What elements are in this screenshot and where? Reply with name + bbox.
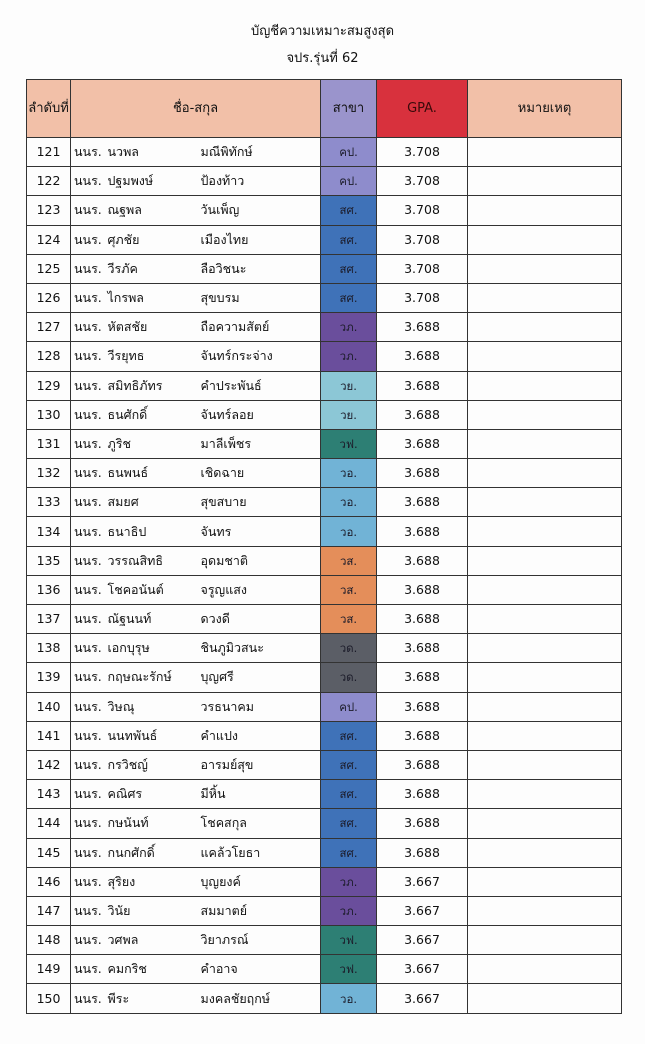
gpa-value: 3.688 [377,692,468,721]
gpa-value: 3.688 [377,634,468,663]
first-name: วีรยุทธ [106,342,199,371]
first-name: ภูริช [106,429,199,458]
table-row [27,867,622,896]
branch-cell: วภ. [321,896,377,925]
row-number: 124 [27,225,71,254]
gpa-value: 3.708 [377,196,468,225]
remark-cell [468,605,622,634]
remark-cell [468,488,622,517]
branch-cell: วย. [321,400,377,429]
remark-cell [468,429,622,458]
gpa-value: 3.667 [377,984,468,1013]
row-number: 136 [27,575,71,604]
branch-cell: วภ. [321,342,377,371]
branch-cell: วฟ. [321,429,377,458]
branch-cell: วอ. [321,984,377,1013]
branch-cell: วฟ. [321,926,377,955]
remark-cell [468,225,622,254]
table-row [27,313,622,342]
gpa-value: 3.688 [377,809,468,838]
rank-prefix: นนร. [71,692,106,721]
row-number: 126 [27,283,71,312]
remark-cell [468,663,622,692]
table-row [27,342,622,371]
row-number: 145 [27,838,71,867]
last-name: มาลีเพ็ชร [199,429,321,458]
rank-prefix: นนร. [71,167,106,196]
rank-prefix: นนร. [71,517,106,546]
last-name: มีหิ้น [199,780,321,809]
rank-prefix: นนร. [71,955,106,984]
row-number: 135 [27,546,71,575]
gpa-value: 3.688 [377,838,468,867]
last-name: จรูญแสง [199,575,321,604]
row-number: 132 [27,459,71,488]
row-number: 138 [27,634,71,663]
gpa-value: 3.688 [377,459,468,488]
first-name: สมิทธิภัทร [106,371,199,400]
row-number: 129 [27,371,71,400]
last-name: บุญยงค์ [199,867,321,896]
branch-cell: วส. [321,575,377,604]
remark-cell [468,809,622,838]
remark-cell [468,167,622,196]
table-row [27,517,622,546]
rank-prefix: นนร. [71,663,106,692]
row-number: 149 [27,955,71,984]
rank-prefix: นนร. [71,867,106,896]
first-name: โชคอนันต์ [106,575,199,604]
table-row [27,955,622,984]
rank-prefix: นนร. [71,429,106,458]
last-name: อารมย์สุข [199,750,321,779]
branch-cell: สศ. [321,225,377,254]
rank-prefix: นนร. [71,225,106,254]
last-name: วิยาภรณ์ [199,926,321,955]
gpa-value: 3.667 [377,955,468,984]
remark-cell [468,955,622,984]
last-name: สมมาตย์ [199,896,321,925]
remark-cell [468,984,622,1013]
last-name: จันทร์กระจ่าง [199,342,321,371]
remark-cell [468,838,622,867]
row-number: 131 [27,429,71,458]
table-row [27,225,622,254]
gpa-value: 3.688 [377,663,468,692]
document-subtitle: จปร.รุ่นที่ 62 [286,51,359,66]
gpa-value: 3.688 [377,429,468,458]
branch-cell: สศ. [321,254,377,283]
table-row [27,138,622,167]
first-name: หัตสชัย [106,313,199,342]
first-name: นวพล [106,138,199,167]
row-number: 141 [27,721,71,750]
remark-cell [468,517,622,546]
last-name: วันเพ็ญ [199,196,321,225]
branch-cell: สศ. [321,721,377,750]
remark-cell [468,896,622,925]
rank-prefix: นนร. [71,780,106,809]
branch-cell: สศ. [321,838,377,867]
remark-cell [468,867,622,896]
remark-cell [468,546,622,575]
branch-cell: คป. [321,167,377,196]
first-name: วินัย [106,896,199,925]
remark-cell [468,780,622,809]
rank-prefix: นนร. [71,605,106,634]
first-name: ณัฐนนท์ [106,605,199,634]
gpa-value: 3.688 [377,400,468,429]
first-name: กนกศักดิ์ [106,838,199,867]
document-title: บัญชีความเหมาะสมสูงสุด [250,24,395,39]
branch-cell: สศ. [321,283,377,312]
table-header-row [27,80,622,138]
rank-prefix: นนร. [71,254,106,283]
row-number: 137 [27,605,71,634]
rank-prefix: นนร. [71,546,106,575]
table-row [27,167,622,196]
table-row [27,371,622,400]
first-name: คมกริช [106,955,199,984]
gpa-value: 3.688 [377,342,468,371]
row-number: 122 [27,167,71,196]
row-number: 121 [27,138,71,167]
rank-prefix: นนร. [71,838,106,867]
table-row [27,488,622,517]
table-row [27,254,622,283]
last-name: เชิดฉาย [199,459,321,488]
rank-prefix: นนร. [71,896,106,925]
gpa-value: 3.667 [377,926,468,955]
column-header-no: ลำดับที่ [27,80,71,138]
remark-cell [468,196,622,225]
branch-cell: วภ. [321,313,377,342]
remark-cell [468,138,622,167]
row-number: 134 [27,517,71,546]
row-number: 147 [27,896,71,925]
table-row [27,692,622,721]
gpa-value: 3.688 [377,546,468,575]
first-name: กฤษณะรักษ์ [106,663,199,692]
remark-cell [468,692,622,721]
last-name: วรธนาคม [199,692,321,721]
rank-prefix: นนร. [71,809,106,838]
row-number: 125 [27,254,71,283]
last-name: ชินภูมิวสนะ [199,634,321,663]
rank-prefix: นนร. [71,926,106,955]
branch-cell: วด. [321,663,377,692]
gpa-value: 3.708 [377,283,468,312]
table-row [27,750,622,779]
branch-cell: คป. [321,692,377,721]
table-row [27,838,622,867]
remark-cell [468,926,622,955]
branch-cell: วย. [321,371,377,400]
row-number: 144 [27,809,71,838]
table-row [27,429,622,458]
table-row [27,663,622,692]
remark-cell [468,721,622,750]
first-name: ธนศักดิ์ [106,400,199,429]
last-name: บุญศรี [199,663,321,692]
branch-cell: สศ. [321,780,377,809]
first-name: สมยศ [106,488,199,517]
remark-cell [468,459,622,488]
rank-prefix: นนร. [71,984,106,1013]
gpa-value: 3.688 [377,605,468,634]
last-name: จันทร [199,517,321,546]
remark-cell [468,634,622,663]
last-name: คำประพันธ์ [199,371,321,400]
last-name: มงคลชัยฤกษ์ [199,984,321,1013]
branch-cell: วอ. [321,459,377,488]
first-name: วิษณุ [106,692,199,721]
last-name: แคล้วโยธา [199,838,321,867]
row-number: 123 [27,196,71,225]
gpa-value: 3.688 [377,517,468,546]
table-row [27,459,622,488]
branch-cell: สศ. [321,809,377,838]
column-header-remark: หมายเหตุ [468,80,622,138]
branch-cell: วอ. [321,517,377,546]
gpa-value: 3.688 [377,750,468,779]
rank-prefix: นนร. [71,313,106,342]
rank-prefix: นนร. [71,342,106,371]
column-header-branch: สาขา [321,80,377,138]
last-name: สุขบรม [199,283,321,312]
first-name: เอกบุรุษ [106,634,199,663]
rank-prefix: นนร. [71,721,106,750]
gpa-value: 3.688 [377,313,468,342]
table-row [27,605,622,634]
branch-cell: วส. [321,605,377,634]
last-name: เมืองไทย [199,225,321,254]
last-name: ลือวิชนะ [199,254,321,283]
row-number: 143 [27,780,71,809]
first-name: วรรณสิทธิ [106,546,199,575]
last-name: จันทร์ลอย [199,400,321,429]
gpa-value: 3.708 [377,254,468,283]
rank-prefix: นนร. [71,283,106,312]
gpa-value: 3.688 [377,780,468,809]
last-name: ป้องท้าว [199,167,321,196]
row-number: 146 [27,867,71,896]
remark-cell [468,313,622,342]
table-row [27,634,622,663]
table-row [27,926,622,955]
last-name: คำอาจ [199,955,321,984]
table-row [27,575,622,604]
last-name: ดวงดี [199,605,321,634]
branch-cell: คป. [321,138,377,167]
remark-cell [468,750,622,779]
remark-cell [468,254,622,283]
table-row [27,546,622,575]
row-number: 142 [27,750,71,779]
column-header-gpa: GPA. [377,80,468,138]
first-name: ณฐพล [106,196,199,225]
remark-cell [468,342,622,371]
table-row [27,780,622,809]
table-row [27,400,622,429]
first-name: ธนาธิป [106,517,199,546]
ranking-table [26,79,622,1014]
row-number: 150 [27,984,71,1013]
table-row [27,896,622,925]
first-name: กรวิชญ์ [106,750,199,779]
column-header-name: ชื่อ-สกุล [71,80,321,138]
gpa-value: 3.688 [377,488,468,517]
remark-cell [468,575,622,604]
first-name: ศุภชัย [106,225,199,254]
branch-cell: สศ. [321,196,377,225]
remark-cell [468,400,622,429]
rank-prefix: นนร. [71,488,106,517]
first-name: วีรภัค [106,254,199,283]
table-row [27,721,622,750]
first-name: ไกรพล [106,283,199,312]
gpa-value: 3.688 [377,575,468,604]
rank-prefix: นนร. [71,459,106,488]
last-name: คำแปง [199,721,321,750]
first-name: กษนันท์ [106,809,199,838]
rank-prefix: นนร. [71,750,106,779]
gpa-value: 3.667 [377,896,468,925]
rank-prefix: นนร. [71,634,106,663]
table-row [27,196,622,225]
remark-cell [468,283,622,312]
row-number: 133 [27,488,71,517]
table-row [27,984,622,1013]
rank-prefix: นนร. [71,371,106,400]
gpa-value: 3.688 [377,721,468,750]
row-number: 128 [27,342,71,371]
gpa-value: 3.708 [377,138,468,167]
gpa-value: 3.667 [377,867,468,896]
branch-cell: สศ. [321,750,377,779]
remark-cell [468,371,622,400]
last-name: โชคสกุล [199,809,321,838]
table-row [27,809,622,838]
branch-cell: วอ. [321,488,377,517]
gpa-value: 3.708 [377,167,468,196]
rank-prefix: นนร. [71,400,106,429]
row-number: 140 [27,692,71,721]
rank-prefix: นนร. [71,575,106,604]
row-number: 127 [27,313,71,342]
last-name: อุดมชาติ [199,546,321,575]
row-number: 148 [27,926,71,955]
gpa-value: 3.688 [377,371,468,400]
table-row [27,283,622,312]
gpa-value: 3.708 [377,225,468,254]
last-name: สุขสบาย [199,488,321,517]
first-name: พีระ [106,984,199,1013]
rank-prefix: นนร. [71,138,106,167]
rank-prefix: นนร. [71,196,106,225]
first-name: ปฐมพงษ์ [106,167,199,196]
last-name: ถือความสัตย์ [199,313,321,342]
branch-cell: วด. [321,634,377,663]
branch-cell: วฟ. [321,955,377,984]
branch-cell: วส. [321,546,377,575]
first-name: คณิศร [106,780,199,809]
first-name: ธนพนธ์ [106,459,199,488]
first-name: นนทพันธ์ [106,721,199,750]
last-name: มณีพิทักษ์ [199,138,321,167]
row-number: 130 [27,400,71,429]
first-name: สุริยง [106,867,199,896]
row-number: 139 [27,663,71,692]
branch-cell: วภ. [321,867,377,896]
first-name: วศพล [106,926,199,955]
